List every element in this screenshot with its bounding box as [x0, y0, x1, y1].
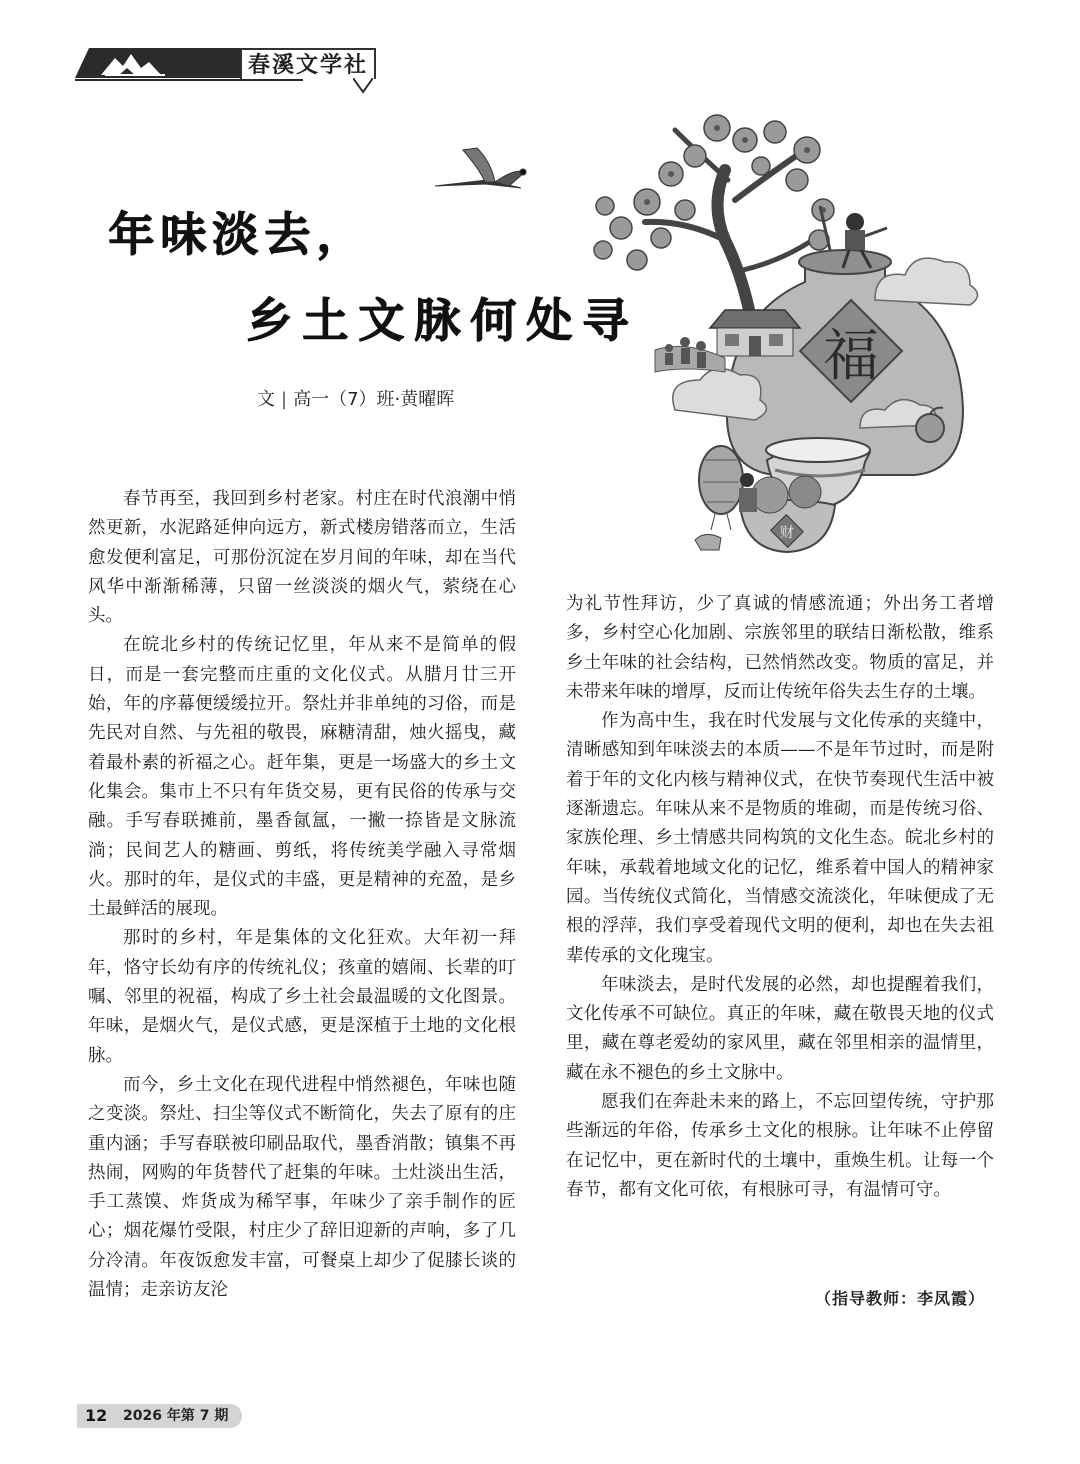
- article-column-right: [566, 590, 994, 1205]
- dog-icon: [695, 534, 721, 550]
- bowl-fortune-char: 财: [780, 525, 794, 541]
- paragraph: 春节再至，我回到乡村老家。村庄在时代浪潮中悄然更新，水泥路延伸向远方，新式楼房错落而立，生活愈发便利富足，可那份沉淀在岁月间的年味，却在当代风华中渐渐稀薄，只留一丝淡淡的烟火气，萦绕在心头。: [88, 489, 516, 627]
- crane-icon: [435, 148, 526, 188]
- issue-label: 2026 年第 7 期: [123, 1408, 229, 1424]
- article-title-line-2: 乡土文脉何处寻: [246, 293, 638, 347]
- paragraph: 而今，乡土文化在现代进程中悄然褪色，年味也随之变淡。祭灶、扫尘等仪式不断简化，失去了原有的庄重内涵；手写春联被印刷品取代，墨香消散；镇集不再热闹，网购的年货替代了赶集的年味。土灶淡出生活，手工蒸馍、炸货成为稀罕事，年味少了亲手制作的匠心；烟花爆竹受限，村庄少了辞旧迎新的声响，多了几分冷清。年夜饭愈发丰富，可餐桌上却少了促膝长谈的温情；走亲访友沦: [88, 1074, 516, 1301]
- person-lantern-icon: [739, 473, 757, 512]
- paragraph: 作为高中生，我在时代发展与文化传承的夹缝中，清晰感知到年味淡去的本质——不是年节过时，而是附着于年的文化内核与精神仪式，在快节奏现代生活中被逐渐遗忘。年味从来不是物质的堆砌，而是传统习俗、家族伦理、乡土情感共同构筑的文化生态。皖北乡村的年味，承载着地域文化的记忆，维系着中国人的精神家园。当传统仪式简化，当情感交流淡化，年味便成了无根的浮萍，我们享受着现代文明的便利，却也在失去祖辈传承的文化瑰宝。: [566, 711, 994, 966]
- column-header: [75, 48, 368, 86]
- paragraph: 年味淡去，是时代发展的必然，却也提醒着我们，文化传承不可缺位。真正的年味，藏在敬畏天地的仪式里，藏在尊老爱幼的家风里，藏在邻里相亲的温情里，藏在永不褪色的乡土文脉中。: [566, 974, 994, 1083]
- page-footer: [77, 1404, 242, 1428]
- column-name: 春溪文学社: [240, 48, 376, 79]
- jar-fortune-char: 福: [823, 324, 879, 389]
- paragraph-continued: 为礼节性拜访，少了真诚的情感流通；外出务工者增多，乡村空心化加剧、宗族邻里的联结日渐松散，维系乡土年味的社会结构，已然悄然改变。物质的富足，并未带来年味的增厚，反而让传统年俗失去生存的土壤。: [566, 594, 994, 702]
- paragraph: 那时的乡村，年是集体的文化狂欢。大年初一拜年，恪守长幼有序的传统礼仪；孩童的嬉闹、长辈的叮嘱、邻里的祝福，构成了乡土社会最温暖的文化图景。年味，是烟火气，是仪式感，更是深植于土地的文化根脉。: [88, 928, 516, 1066]
- article-title-line-1: 年味淡去，: [108, 207, 368, 261]
- mountain-logo-icon: [75, 48, 240, 78]
- paragraph: 愿我们在奔赴未来的路上，不忘回望传统，守护那些渐远的年俗，传承乡土文化的根脉。让年味不止停留在记忆中，更在新时代的土壤中，重焕生机。让每一个春节，都有文化可依，有根脉可寻，有温情可守。: [566, 1092, 994, 1200]
- teacher-note: （指导教师：李凤霞）: [814, 1289, 985, 1308]
- article-column-left: [88, 485, 516, 1305]
- byline-author: 高一（7）班·黄曜晖: [293, 389, 455, 410]
- paragraph: 在皖北乡村的传统记忆里，年从来不是简单的假日，而是一套完整而庄重的文化仪式。从腊月廿三开始，年的序幕便缓缓拉开。祭灶并非单纯的习俗，而是先民对自然、与先祖的敬畏，麻糖清甜，烛火摇曳，藏着最朴素的祈福之心。赶年集，更是一场盛大的乡土文化集会。集市上不只有年货交易，更有民俗的传承与交融。手写春联摊前，墨香氤氲，一撇一捺皆是文脉流淌；民间艺人的糖画、剪纸，将传统美学融入寻常烟火。那时的年，是仪式的丰盛，更是精神的充盈，是乡土最鲜活的展现。: [88, 635, 516, 920]
- lantern-icon: [699, 446, 743, 530]
- page-number: 12: [85, 1406, 108, 1425]
- byline-separator: |: [281, 389, 288, 410]
- byline-prefix: 文: [257, 389, 275, 410]
- header-tail-shape: [353, 78, 373, 94]
